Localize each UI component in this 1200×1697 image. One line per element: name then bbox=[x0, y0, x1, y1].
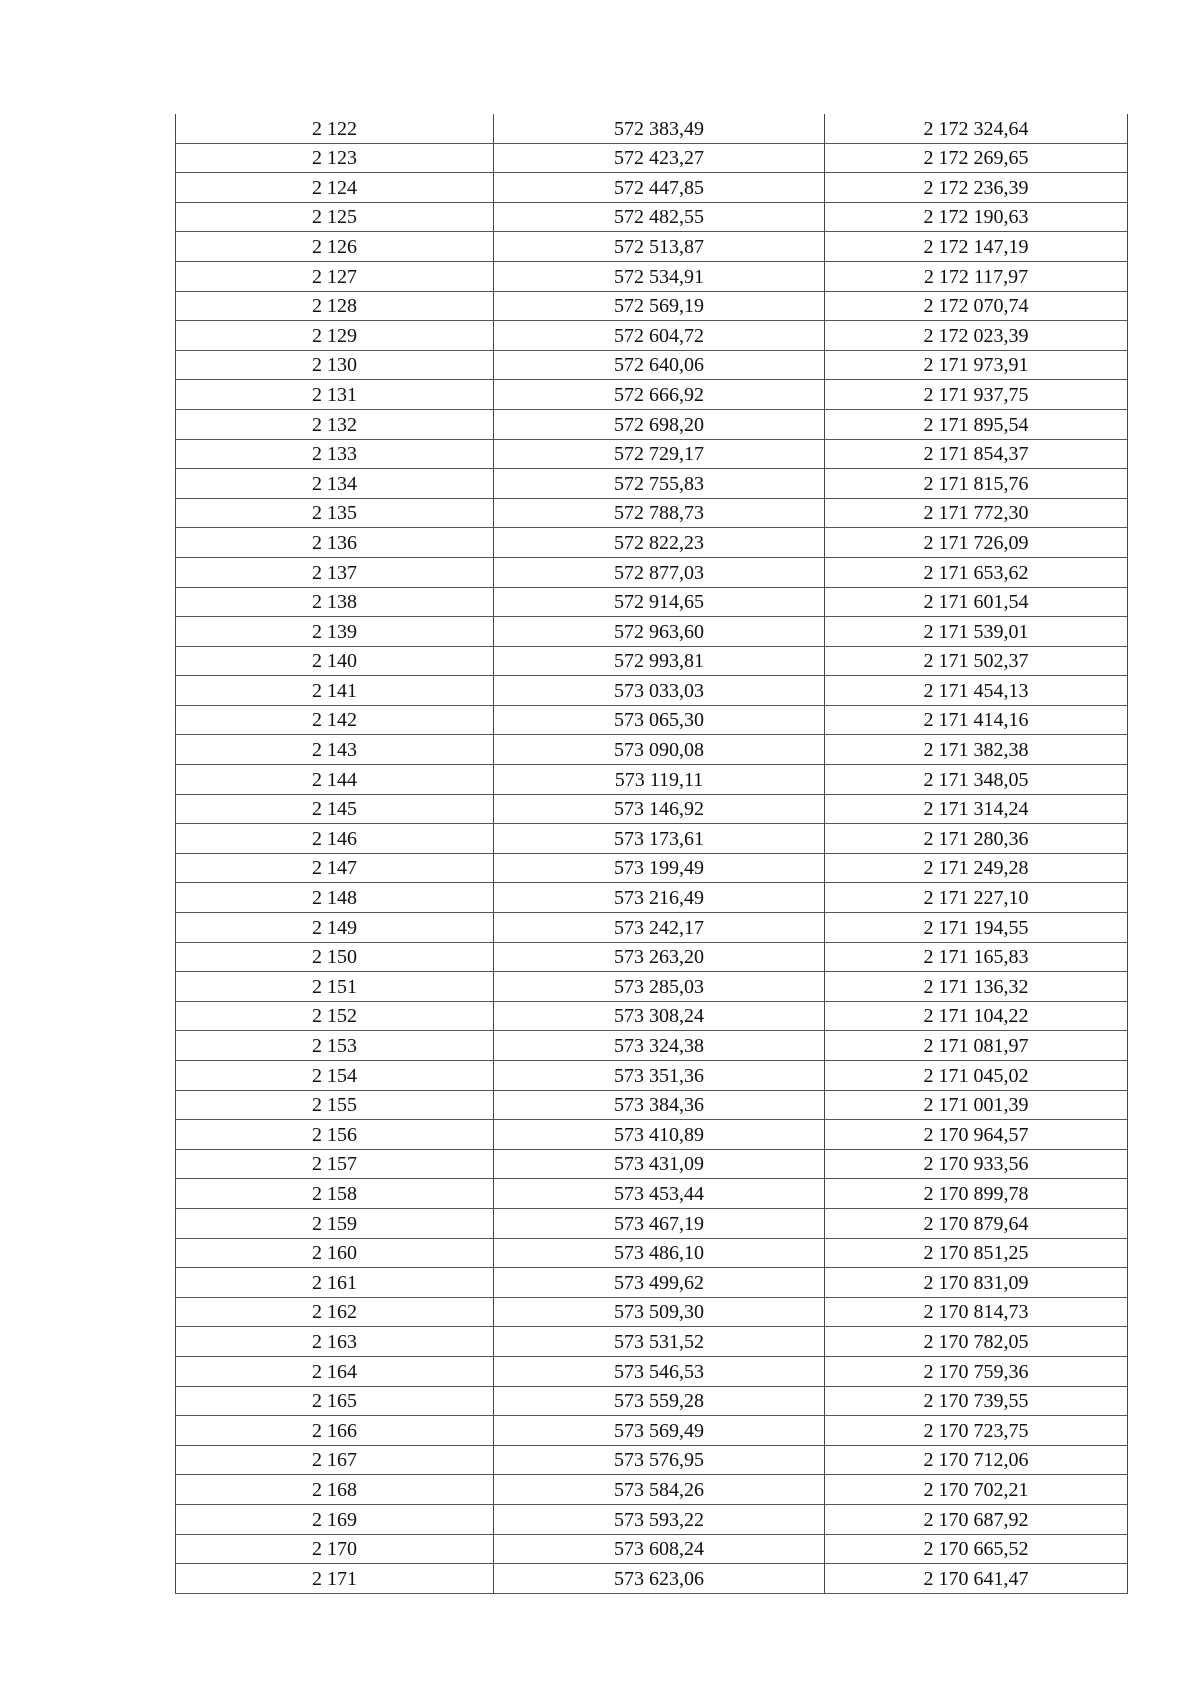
y-coordinate-cell: 2 170 964,57 bbox=[825, 1120, 1128, 1150]
x-coordinate-cell: 572 534,91 bbox=[494, 261, 825, 291]
point-number-cell: 2 145 bbox=[176, 794, 494, 824]
point-number-cell: 2 139 bbox=[176, 617, 494, 647]
table-row bbox=[176, 1268, 1128, 1298]
y-coordinate-cell: 2 170 851,25 bbox=[825, 1238, 1128, 1268]
coordinate-table bbox=[175, 114, 1128, 1594]
y-coordinate-cell: 2 170 899,78 bbox=[825, 1179, 1128, 1209]
y-coordinate-cell: 2 171 937,75 bbox=[825, 380, 1128, 410]
y-coordinate-cell: 2 171 194,55 bbox=[825, 913, 1128, 943]
x-coordinate-cell: 573 146,92 bbox=[494, 794, 825, 824]
point-number-cell: 2 130 bbox=[176, 350, 494, 380]
x-coordinate-cell: 573 410,89 bbox=[494, 1120, 825, 1150]
point-number-cell: 2 134 bbox=[176, 469, 494, 499]
point-number-cell: 2 129 bbox=[176, 321, 494, 351]
point-number-cell: 2 160 bbox=[176, 1238, 494, 1268]
x-coordinate-cell: 572 993,81 bbox=[494, 646, 825, 676]
y-coordinate-cell: 2 172 269,65 bbox=[825, 143, 1128, 173]
point-number-cell: 2 146 bbox=[176, 824, 494, 854]
table-row bbox=[176, 1031, 1128, 1061]
x-coordinate-cell: 573 509,30 bbox=[494, 1297, 825, 1327]
x-coordinate-cell: 572 877,03 bbox=[494, 557, 825, 587]
x-coordinate-cell: 573 263,20 bbox=[494, 942, 825, 972]
point-number-cell: 2 166 bbox=[176, 1416, 494, 1446]
y-coordinate-cell: 2 172 147,19 bbox=[825, 232, 1128, 262]
point-number-cell: 2 141 bbox=[176, 676, 494, 706]
y-coordinate-cell: 2 171 454,13 bbox=[825, 676, 1128, 706]
table-row bbox=[176, 380, 1128, 410]
point-number-cell: 2 149 bbox=[176, 913, 494, 943]
y-coordinate-cell: 2 170 687,92 bbox=[825, 1504, 1128, 1534]
table-row bbox=[176, 913, 1128, 943]
y-coordinate-cell: 2 171 249,28 bbox=[825, 853, 1128, 883]
x-coordinate-cell: 573 308,24 bbox=[494, 1001, 825, 1031]
table-row bbox=[176, 1386, 1128, 1416]
x-coordinate-cell: 573 384,36 bbox=[494, 1090, 825, 1120]
y-coordinate-cell: 2 172 190,63 bbox=[825, 202, 1128, 232]
y-coordinate-cell: 2 171 539,01 bbox=[825, 617, 1128, 647]
x-coordinate-cell: 573 584,26 bbox=[494, 1475, 825, 1505]
y-coordinate-cell: 2 172 023,39 bbox=[825, 321, 1128, 351]
y-coordinate-cell: 2 172 324,64 bbox=[825, 114, 1128, 143]
y-coordinate-cell: 2 172 070,74 bbox=[825, 291, 1128, 321]
point-number-cell: 2 143 bbox=[176, 735, 494, 765]
table-row bbox=[176, 261, 1128, 291]
y-coordinate-cell: 2 171 815,76 bbox=[825, 469, 1128, 499]
point-number-cell: 2 158 bbox=[176, 1179, 494, 1209]
y-coordinate-cell: 2 170 759,36 bbox=[825, 1356, 1128, 1386]
x-coordinate-cell: 573 351,36 bbox=[494, 1061, 825, 1091]
point-number-cell: 2 122 bbox=[176, 114, 494, 143]
y-coordinate-cell: 2 171 382,38 bbox=[825, 735, 1128, 765]
y-coordinate-cell: 2 171 601,54 bbox=[825, 587, 1128, 617]
table-row bbox=[176, 1327, 1128, 1357]
table-row bbox=[176, 350, 1128, 380]
x-coordinate-cell: 573 559,28 bbox=[494, 1386, 825, 1416]
point-number-cell: 2 123 bbox=[176, 143, 494, 173]
table-row bbox=[176, 1001, 1128, 1031]
point-number-cell: 2 135 bbox=[176, 498, 494, 528]
point-number-cell: 2 133 bbox=[176, 439, 494, 469]
y-coordinate-cell: 2 170 712,06 bbox=[825, 1445, 1128, 1475]
table-row bbox=[176, 232, 1128, 262]
x-coordinate-cell: 573 546,53 bbox=[494, 1356, 825, 1386]
table-row bbox=[176, 1416, 1128, 1446]
point-number-cell: 2 156 bbox=[176, 1120, 494, 1150]
point-number-cell: 2 125 bbox=[176, 202, 494, 232]
x-coordinate-cell: 573 285,03 bbox=[494, 972, 825, 1002]
table-row bbox=[176, 557, 1128, 587]
x-coordinate-cell: 573 324,38 bbox=[494, 1031, 825, 1061]
y-coordinate-cell: 2 172 236,39 bbox=[825, 173, 1128, 203]
x-coordinate-cell: 573 593,22 bbox=[494, 1504, 825, 1534]
x-coordinate-cell: 572 755,83 bbox=[494, 469, 825, 499]
point-number-cell: 2 163 bbox=[176, 1327, 494, 1357]
point-number-cell: 2 170 bbox=[176, 1534, 494, 1564]
y-coordinate-cell: 2 170 739,55 bbox=[825, 1386, 1128, 1416]
y-coordinate-cell: 2 170 879,64 bbox=[825, 1208, 1128, 1238]
point-number-cell: 2 142 bbox=[176, 705, 494, 735]
table-row bbox=[176, 202, 1128, 232]
point-number-cell: 2 165 bbox=[176, 1386, 494, 1416]
y-coordinate-cell: 2 170 702,21 bbox=[825, 1475, 1128, 1505]
table-row bbox=[176, 439, 1128, 469]
x-coordinate-cell: 573 216,49 bbox=[494, 883, 825, 913]
y-coordinate-cell: 2 170 665,52 bbox=[825, 1534, 1128, 1564]
table-row bbox=[176, 1090, 1128, 1120]
point-number-cell: 2 136 bbox=[176, 528, 494, 558]
point-number-cell: 2 161 bbox=[176, 1268, 494, 1298]
table-row bbox=[176, 321, 1128, 351]
table-row bbox=[176, 1475, 1128, 1505]
y-coordinate-cell: 2 171 772,30 bbox=[825, 498, 1128, 528]
x-coordinate-cell: 573 431,09 bbox=[494, 1149, 825, 1179]
x-coordinate-cell: 573 576,95 bbox=[494, 1445, 825, 1475]
x-coordinate-cell: 572 604,72 bbox=[494, 321, 825, 351]
y-coordinate-cell: 2 171 895,54 bbox=[825, 409, 1128, 439]
x-coordinate-cell: 573 453,44 bbox=[494, 1179, 825, 1209]
point-number-cell: 2 157 bbox=[176, 1149, 494, 1179]
y-coordinate-cell: 2 171 001,39 bbox=[825, 1090, 1128, 1120]
y-coordinate-cell: 2 170 782,05 bbox=[825, 1327, 1128, 1357]
table-row bbox=[176, 1208, 1128, 1238]
x-coordinate-cell: 572 788,73 bbox=[494, 498, 825, 528]
table-row bbox=[176, 1179, 1128, 1209]
table-row bbox=[176, 1120, 1128, 1150]
point-number-cell: 2 126 bbox=[176, 232, 494, 262]
table-row bbox=[176, 617, 1128, 647]
y-coordinate-cell: 2 171 414,16 bbox=[825, 705, 1128, 735]
table-row bbox=[176, 942, 1128, 972]
table-row bbox=[176, 528, 1128, 558]
point-number-cell: 2 164 bbox=[176, 1356, 494, 1386]
table-row bbox=[176, 291, 1128, 321]
x-coordinate-cell: 573 242,17 bbox=[494, 913, 825, 943]
x-coordinate-cell: 573 199,49 bbox=[494, 853, 825, 883]
x-coordinate-cell: 573 467,19 bbox=[494, 1208, 825, 1238]
y-coordinate-cell: 2 170 814,73 bbox=[825, 1297, 1128, 1327]
table-row bbox=[176, 143, 1128, 173]
x-coordinate-cell: 573 090,08 bbox=[494, 735, 825, 765]
y-coordinate-cell: 2 170 933,56 bbox=[825, 1149, 1128, 1179]
x-coordinate-cell: 573 569,49 bbox=[494, 1416, 825, 1446]
x-coordinate-cell: 572 914,65 bbox=[494, 587, 825, 617]
y-coordinate-cell: 2 171 104,22 bbox=[825, 1001, 1128, 1031]
point-number-cell: 2 147 bbox=[176, 853, 494, 883]
x-coordinate-cell: 573 608,24 bbox=[494, 1534, 825, 1564]
point-number-cell: 2 152 bbox=[176, 1001, 494, 1031]
y-coordinate-cell: 2 171 136,32 bbox=[825, 972, 1128, 1002]
x-coordinate-cell: 573 623,06 bbox=[494, 1564, 825, 1594]
y-coordinate-cell: 2 171 314,24 bbox=[825, 794, 1128, 824]
table-row bbox=[176, 1238, 1128, 1268]
x-coordinate-cell: 572 513,87 bbox=[494, 232, 825, 262]
table-row bbox=[176, 1149, 1128, 1179]
table-row bbox=[176, 1504, 1128, 1534]
point-number-cell: 2 137 bbox=[176, 557, 494, 587]
y-coordinate-cell: 2 171 227,10 bbox=[825, 883, 1128, 913]
x-coordinate-cell: 572 963,60 bbox=[494, 617, 825, 647]
table-row bbox=[176, 853, 1128, 883]
table-row bbox=[176, 409, 1128, 439]
x-coordinate-cell: 572 729,17 bbox=[494, 439, 825, 469]
table-row bbox=[176, 824, 1128, 854]
table-row bbox=[176, 1061, 1128, 1091]
point-number-cell: 2 162 bbox=[176, 1297, 494, 1327]
table-row bbox=[176, 587, 1128, 617]
table-row bbox=[176, 646, 1128, 676]
point-number-cell: 2 155 bbox=[176, 1090, 494, 1120]
table-row bbox=[176, 1564, 1128, 1594]
x-coordinate-cell: 572 423,27 bbox=[494, 143, 825, 173]
x-coordinate-cell: 572 640,06 bbox=[494, 350, 825, 380]
y-coordinate-cell: 2 171 081,97 bbox=[825, 1031, 1128, 1061]
point-number-cell: 2 148 bbox=[176, 883, 494, 913]
x-coordinate-cell: 573 033,03 bbox=[494, 676, 825, 706]
table-row bbox=[176, 498, 1128, 528]
point-number-cell: 2 151 bbox=[176, 972, 494, 1002]
coordinate-table-body bbox=[176, 114, 1128, 1593]
point-number-cell: 2 168 bbox=[176, 1475, 494, 1505]
point-number-cell: 2 169 bbox=[176, 1504, 494, 1534]
x-coordinate-cell: 573 531,52 bbox=[494, 1327, 825, 1357]
table-row bbox=[176, 735, 1128, 765]
table-row bbox=[176, 469, 1128, 499]
point-number-cell: 2 159 bbox=[176, 1208, 494, 1238]
x-coordinate-cell: 573 499,62 bbox=[494, 1268, 825, 1298]
point-number-cell: 2 128 bbox=[176, 291, 494, 321]
y-coordinate-cell: 2 171 280,36 bbox=[825, 824, 1128, 854]
y-coordinate-cell: 2 170 641,47 bbox=[825, 1564, 1128, 1594]
y-coordinate-cell: 2 170 831,09 bbox=[825, 1268, 1128, 1298]
y-coordinate-cell: 2 172 117,97 bbox=[825, 261, 1128, 291]
x-coordinate-cell: 573 486,10 bbox=[494, 1238, 825, 1268]
point-number-cell: 2 150 bbox=[176, 942, 494, 972]
x-coordinate-cell: 572 482,55 bbox=[494, 202, 825, 232]
x-coordinate-cell: 572 666,92 bbox=[494, 380, 825, 410]
point-number-cell: 2 171 bbox=[176, 1564, 494, 1594]
point-number-cell: 2 127 bbox=[176, 261, 494, 291]
point-number-cell: 2 138 bbox=[176, 587, 494, 617]
table-row bbox=[176, 676, 1128, 706]
table-row bbox=[176, 173, 1128, 203]
x-coordinate-cell: 572 569,19 bbox=[494, 291, 825, 321]
table-row bbox=[176, 1534, 1128, 1564]
x-coordinate-cell: 572 698,20 bbox=[494, 409, 825, 439]
point-number-cell: 2 124 bbox=[176, 173, 494, 203]
y-coordinate-cell: 2 171 502,37 bbox=[825, 646, 1128, 676]
table-row bbox=[176, 1445, 1128, 1475]
x-coordinate-cell: 572 822,23 bbox=[494, 528, 825, 558]
table-row bbox=[176, 705, 1128, 735]
y-coordinate-cell: 2 171 045,02 bbox=[825, 1061, 1128, 1091]
coordinate-table-page bbox=[175, 114, 1127, 1594]
point-number-cell: 2 131 bbox=[176, 380, 494, 410]
table-row bbox=[176, 883, 1128, 913]
point-number-cell: 2 144 bbox=[176, 765, 494, 795]
point-number-cell: 2 167 bbox=[176, 1445, 494, 1475]
table-row bbox=[176, 765, 1128, 795]
y-coordinate-cell: 2 171 165,83 bbox=[825, 942, 1128, 972]
y-coordinate-cell: 2 171 854,37 bbox=[825, 439, 1128, 469]
point-number-cell: 2 132 bbox=[176, 409, 494, 439]
y-coordinate-cell: 2 171 348,05 bbox=[825, 765, 1128, 795]
x-coordinate-cell: 573 119,11 bbox=[494, 765, 825, 795]
table-row bbox=[176, 114, 1128, 143]
y-coordinate-cell: 2 171 653,62 bbox=[825, 557, 1128, 587]
point-number-cell: 2 153 bbox=[176, 1031, 494, 1061]
y-coordinate-cell: 2 171 726,09 bbox=[825, 528, 1128, 558]
x-coordinate-cell: 573 173,61 bbox=[494, 824, 825, 854]
x-coordinate-cell: 573 065,30 bbox=[494, 705, 825, 735]
point-number-cell: 2 140 bbox=[176, 646, 494, 676]
table-row bbox=[176, 794, 1128, 824]
point-number-cell: 2 154 bbox=[176, 1061, 494, 1091]
x-coordinate-cell: 572 447,85 bbox=[494, 173, 825, 203]
x-coordinate-cell: 572 383,49 bbox=[494, 114, 825, 143]
table-row bbox=[176, 1356, 1128, 1386]
y-coordinate-cell: 2 171 973,91 bbox=[825, 350, 1128, 380]
table-row bbox=[176, 1297, 1128, 1327]
y-coordinate-cell: 2 170 723,75 bbox=[825, 1416, 1128, 1446]
table-row bbox=[176, 972, 1128, 1002]
